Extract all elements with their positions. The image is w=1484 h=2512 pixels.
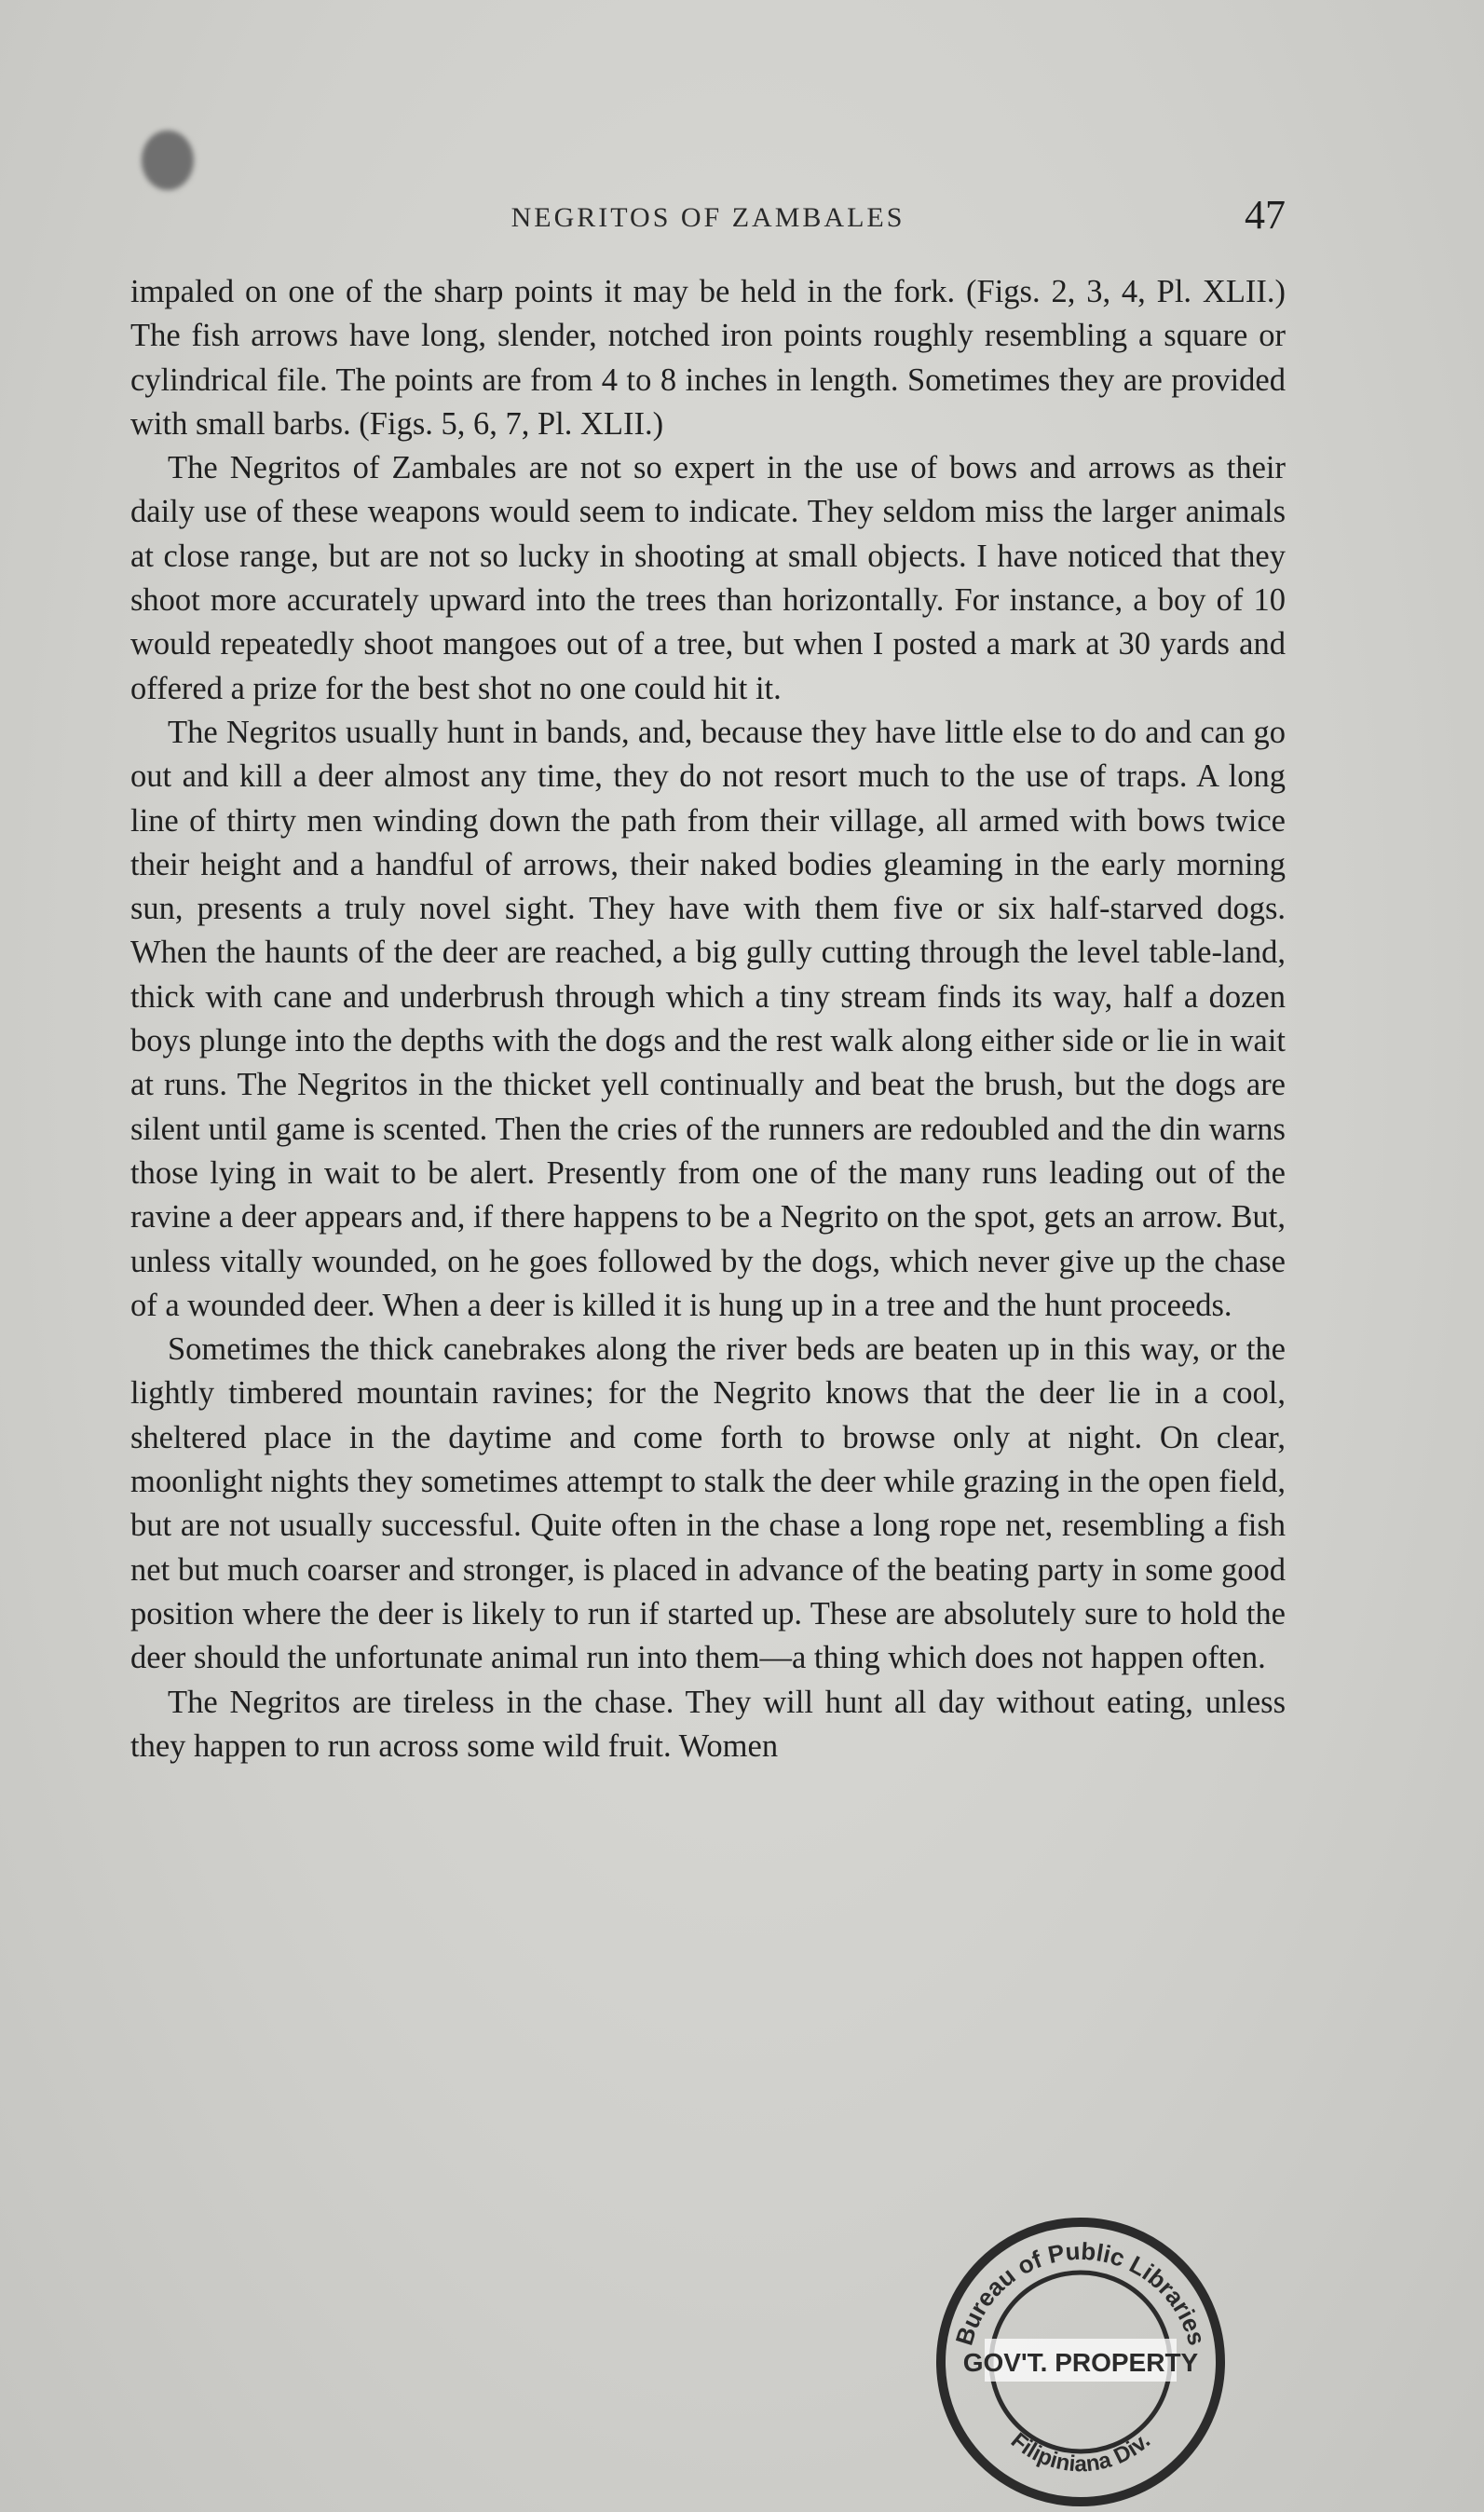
- library-stamp: [927, 2208, 1234, 2512]
- paragraph: The Negritos usually hunt in bands, and, because they have little else to do and can go out and kill a deer almost any time, they do not resort much to the use of traps. A long line of thirty men winding down the path from their village, all armed with bows twice their height and a handful of arrows, their naked bodies gleaming in the early morning sun, presents a truly novel sight. They have with them five or six half-starved dogs. When the haunts of the deer are reached, a big gully cutting through the level table-land, thick with cane and underbrush through which a tiny stream finds its way, half a dozen boys plunge into the depths with the dogs and the rest walk along either side or lie in wait at runs. The Negritos in the thicket yell continually and beat the brush, but the dogs are silent until game is scented. Then the cries of the runners are redoubled and the din warns those lying in wait to be alert. Presently from one of the many runs leading out of the ravine a deer appears and, if there happens to be a Negrito on the spot, gets an arrow. But, unless vitally wounded, on he goes followed by the dogs, which never give up the chase of a wounded deer. When a deer is killed it is hung up in a tree and the hunt proceeds.: [130, 714, 1286, 1323]
- paragraph: The Negritos of Zambales are not so expert in the use of bows and arrows as their daily use of these weapons would seem to indicate. They seldom miss the larger animals at close range, but are not so lucky in shooting at small objects. I have noticed that they shoot more accurately upward into the trees than horizontally. For instance, a boy of 10 would repeatedly shoot mangoes out of a tree, but when I posted a mark at 30 yards and offered a prize for the best shot no one could hit it.: [130, 450, 1286, 706]
- stamp-center-text: GOV'T. PROPERTY: [962, 2348, 1199, 2377]
- running-title: NEGRITOS OF ZAMBALES: [511, 202, 905, 233]
- stamp-outer-text: Bureau of Public Libraries: [949, 2236, 1212, 2349]
- binding-hole-mark: [142, 130, 194, 190]
- running-head: [130, 191, 1286, 247]
- body-text: [130, 270, 1286, 1768]
- page-number: 47: [1245, 192, 1286, 238]
- paragraph: The Negritos are tireless in the chase. They will hunt all day without eating, unless they happen to run across some wild fruit. Women: [130, 1684, 1286, 1764]
- paragraph: Sometimes the thick canebrakes along the river beds are beaten up in this way, or the lightly timbered mountain ravines; for the Negrito knows that the deer lie in a cool, sheltered place in the daytime and come forth to browse only at night. On clear, moonlight nights they sometimes attempt to stalk the deer while grazing in the open field, but are not usually successful. Quite often in the chase a long rope net, resembling a fish net but much coarser and stronger, is placed in advance of the beating party in some good position where the deer is likely to run if started up. These are absolutely sure to hold the deer should the unfortunate animal run into them—a thing which does not happen often.: [130, 1331, 1286, 1676]
- paragraph: impaled on one of the sharp points it may be held in the fork. (Figs. 2, 3, 4, Pl. XLII.) The fish arrows have long, slender, notched iron points roughly resembling a square or cylindrical file. The points are from 4 to 8 inches in length. Sometimes they are provided with small barbs. (Figs. 5, 6, 7, Pl. XLII.): [130, 274, 1286, 442]
- stamp-bottom-text: Filipiniana Div.: [1005, 2427, 1156, 2478]
